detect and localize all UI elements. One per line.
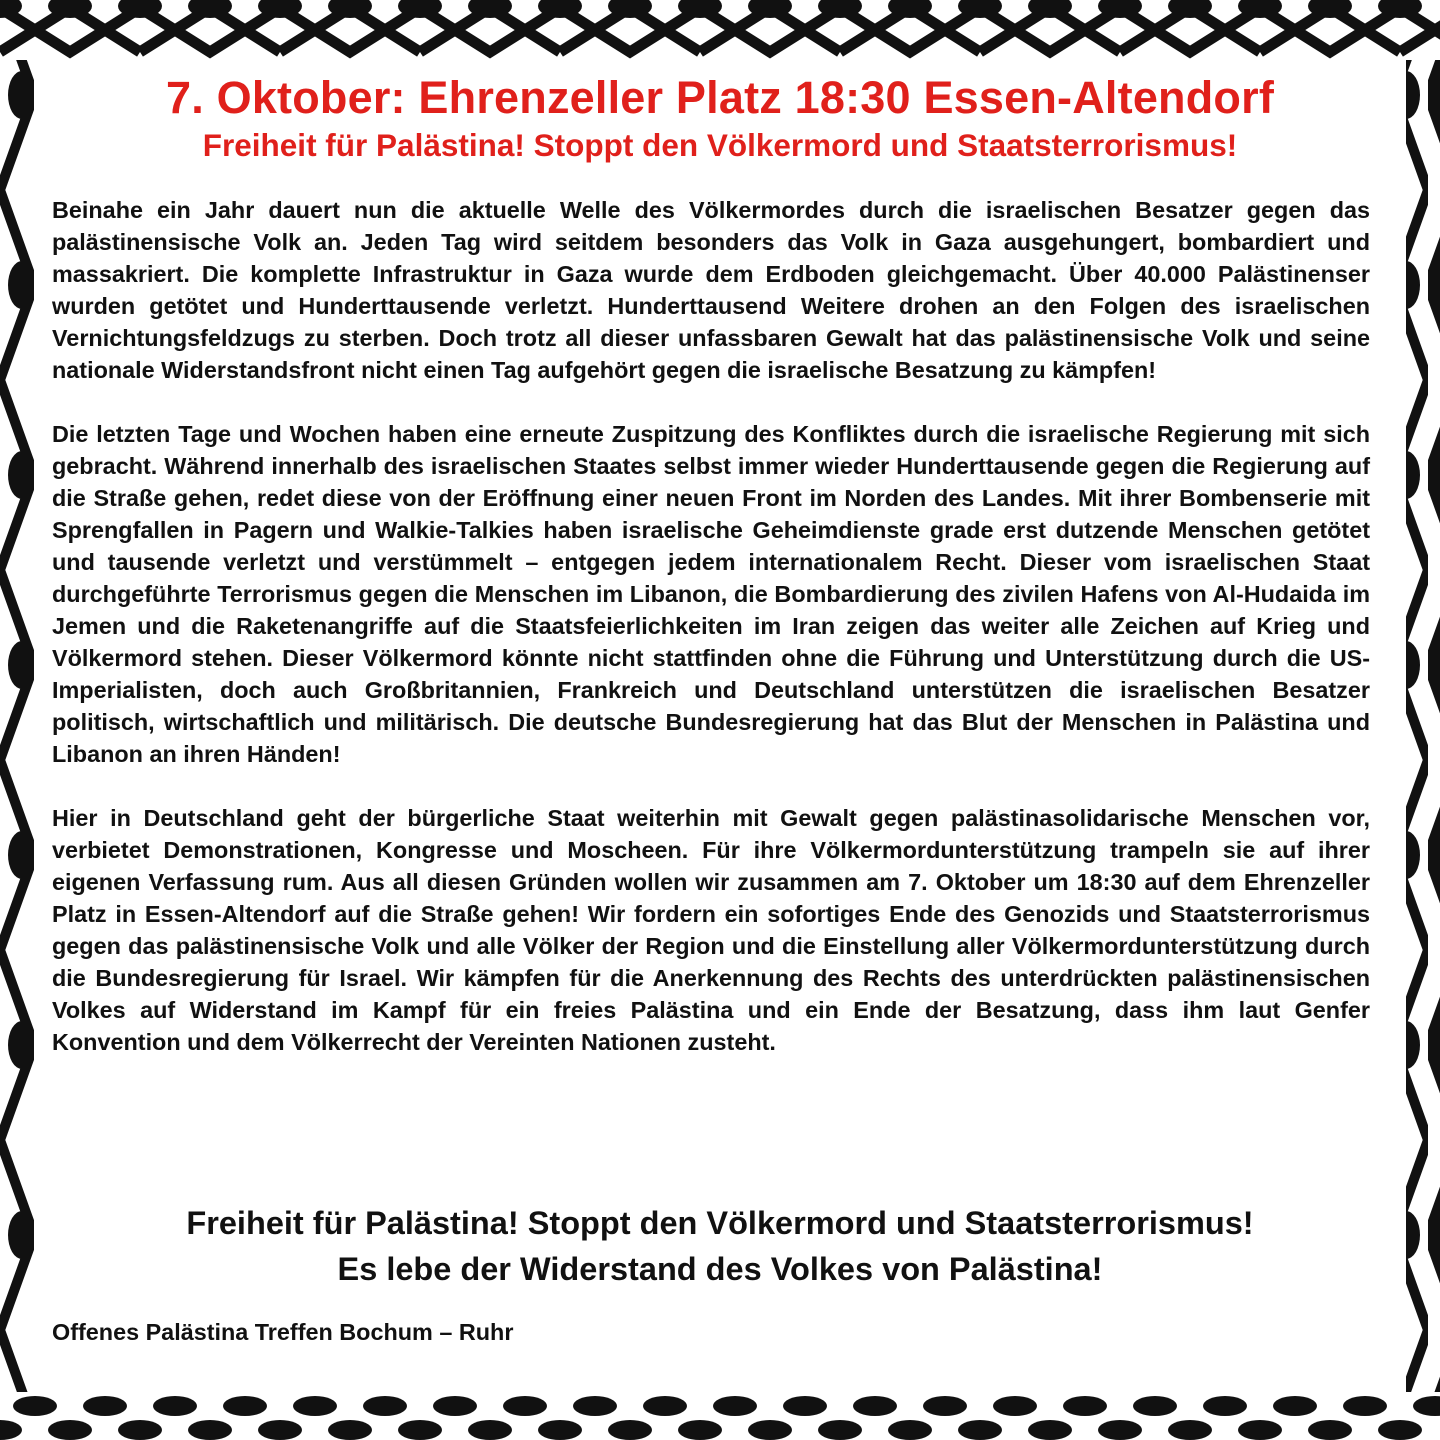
closing-slogan-2: Es lebe der Widerstand des Volkes von Palästina! [337, 1251, 1103, 1287]
paragraph-3: Hier in Deutschland geht der bürgerliche Staat weiterhin mit Gewalt gegen palästinasolidarische Menschen vor, verbietet Demonstrationen, Kongresse und Moscheen. Für ihre Völkermordunterstützung trampeln sie auf ihrer eigenen Verfassung rum. Aus all diesen Gründen wollen wir zusammen am 7. Oktober um 18:30 auf dem Ehrenzeller Platz in Essen-Altendorf auf die Straße gehen! Wir fordern ein sofortiges Ende des Genozids und Staatsterrorismus gegen das palästinensische Volk und alle Völker der Region und die Einstellung aller Völkermordunterstützung durch die Bundesregierung für Israel. Wir kämpfen für die Anerkennung des Rechts des unterdrückten palästinensischen Volkes auf Widerstand im Kampf für ein freies Palästina und ein Ende der Besatzung, dass ihm laut Genfer Konvention und dem Völkerrecht der Vereinten Nationen zusteht. [52, 805, 1370, 1055]
flyer-body [52, 194, 1370, 1090]
flyer-panel [34, 60, 1406, 1392]
closing-slogans [34, 1200, 1406, 1292]
paragraph-1: Beinahe ein Jahr dauert nun die aktuelle Welle des Völkermordes durch die israelischen Besatzer gegen das palästinensische Volk an. Jeden Tag wird seitdem besonders das Volk in Gaza ausgehungert, bombardiert und massakriert. Die komplette Infrastruktur in Gaza wurde dem Erdboden gleichgemacht. Über 40.000 Palästinenser wurden getötet und Hunderttausende verletzt. Hunderttausend Weitere drohen an den Folgen des israelischen Vernichtungsfeldzugs zu sterben. Doch trotz all dieser unfassbaren Gewalt hat das palästinensische Volk und seine nationale Widerstandsfront nicht einen Tag aufgehört gegen die israelische Besatzung zu kämpfen! [52, 197, 1370, 383]
event-headline: 7. Oktober: Ehrenzeller Platz 18:30 Essen-Altendorf [165, 72, 1275, 123]
slogan-subheadline: Freiheit für Palästina! Stoppt den Völkermord und Staatsterrorismus! [202, 127, 1238, 163]
paragraph-2: Die letzten Tage und Wochen haben eine erneute Zuspitzung des Konfliktes durch die israelische Regierung mit sich gebracht. Während innerhalb des israelischen Staates selbst immer wieder Hunderttausende gegen die Regierung auf die Straße gehen, redet diese von der Eröffnung einer neuen Front im Norden des Landes. Mit ihrer Bombenserie mit Sprengfallen in Pagern und Walkie-Talkies haben israelische Geheimdienste grade erst dutzende Menschen getötet und tausende verletzt und verstümmelt – entgegen jedem internationalem Recht. Dieser vom israelischen Staat durchgeführte Terrorismus gegen die Menschen im Libanon, die Bombardierung des zivilen Hafens von Al-Hudaida im Jemen und die Raketenangriffe auf die Staatsfeierlichkeiten im Iran zeigen das weiter alle Zeichen auf Krieg und Völkermord stehen. Dieser Völkermord könnte nicht stattfinden ohne die Führung und Unterstützung durch die US-Imperialisten, doch auch Großbritannien, Frankreich und Deutschland unterstützen die israelischen Besatzer politisch, wirtschaftlich und militärisch. Die deutsche Bundesregierung hat das Blut der Menschen in Palästina und Libanon an ihren Händen! [52, 421, 1370, 767]
closing-slogan-1: Freiheit für Palästina! Stoppt den Völkermord und Staatsterrorismus! [186, 1205, 1254, 1241]
organizer-signature: Offenes Palästina Treffen Bochum – Ruhr [52, 1319, 514, 1345]
